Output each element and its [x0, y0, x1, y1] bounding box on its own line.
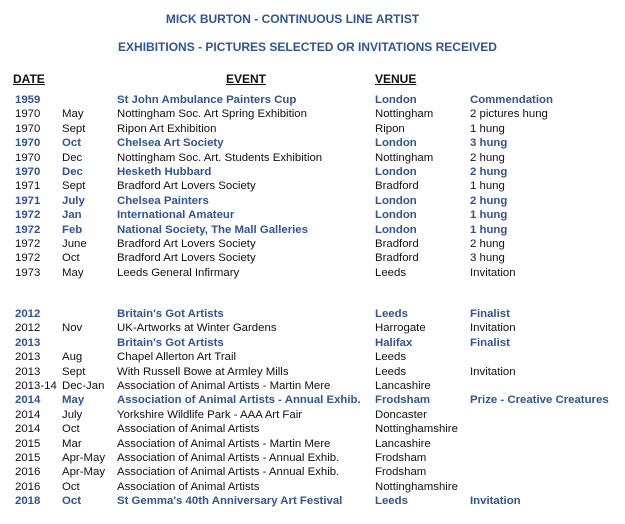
- table-row: [15, 437, 620, 451]
- result-cell: 2 hung: [470, 166, 508, 179]
- month-cell: Oct: [62, 495, 81, 508]
- year-cell: 2018: [15, 495, 41, 508]
- table-row: [15, 422, 620, 436]
- result-cell: Invitation: [470, 495, 521, 508]
- venue-cell: London: [375, 223, 417, 236]
- venue-cell: Doncaster: [375, 408, 427, 421]
- event-cell: Chapel Allerton Art Trail: [117, 351, 237, 364]
- event-cell: Association of Animal Artists - Annual Exhib.: [117, 394, 361, 407]
- event-cell: St John Ambulance Painters Cup: [117, 94, 297, 106]
- month-cell: [62, 336, 117, 350]
- year-cell: 2012: [15, 322, 41, 335]
- result-cell: Invitation: [470, 365, 516, 378]
- event-cell: Association of Animal Artists - Annual Exhib.: [117, 452, 340, 465]
- result-cell: 3 hung: [470, 252, 505, 265]
- month-cell: July: [62, 194, 85, 207]
- event-cell: Britain's Got Artists: [117, 308, 224, 320]
- venue-cell: London: [375, 209, 417, 222]
- venue-cell: Nottinghamshire: [375, 480, 458, 493]
- event-cell: Leeds General Infirmary: [117, 266, 240, 279]
- year-cell: 2013: [15, 336, 41, 349]
- result-cell: 3 hung: [470, 137, 508, 150]
- result-cell: 1 hung: [470, 223, 508, 236]
- column-header-date: DATE: [13, 72, 45, 86]
- table-row: [15, 321, 620, 335]
- event-cell: National Society, The Mall Galleries: [117, 223, 308, 236]
- event-cell: Ripon Art Exhibition: [117, 122, 217, 135]
- month-cell: June: [62, 238, 87, 251]
- year-cell: 1970: [15, 166, 41, 179]
- result-cell: Commendation: [470, 94, 553, 106]
- venue-cell: Nottingham: [375, 151, 434, 164]
- venue-cell: Lancashire: [375, 380, 431, 393]
- month-cell: Oct: [62, 252, 80, 265]
- venue-cell: Bradford: [375, 238, 419, 251]
- result-cell: 2 hung: [470, 151, 505, 164]
- year-cell: 1959: [15, 94, 41, 106]
- month-cell: May: [62, 394, 85, 407]
- event-cell: Association of Animal Artists - Annual Exhib.: [117, 466, 340, 479]
- event-cell: Yorkshire Wildlife Park - AAA Art Fair: [117, 408, 303, 421]
- result-cell: Invitation: [470, 322, 516, 335]
- month-cell: Dec: [62, 166, 83, 179]
- month-cell: Feb: [62, 223, 83, 236]
- event-cell: Association of Animal Artists: [117, 423, 260, 436]
- month-cell: Oct: [62, 423, 80, 436]
- venue-cell: Leeds: [375, 365, 407, 378]
- table-row: [15, 107, 620, 121]
- venue-cell: Frodsham: [375, 452, 427, 465]
- table-row: [15, 408, 620, 422]
- month-cell: Sept: [62, 365, 86, 378]
- event-cell: St Gemma's 40th Anniversary Art Festival: [117, 495, 343, 508]
- result-cell: 1 hung: [470, 209, 508, 222]
- table-row: [15, 494, 620, 508]
- month-cell: Sept: [62, 180, 86, 193]
- result-cell: Prize - Creative Creatures: [470, 394, 609, 407]
- year-cell: 2016: [15, 480, 41, 493]
- event-cell: Chelsea Painters: [117, 194, 209, 207]
- venue-cell: Nottingham: [375, 108, 434, 121]
- month-cell: July: [62, 408, 83, 421]
- venue-cell: Ripon: [375, 122, 405, 135]
- exhibitions-table-early: [15, 93, 620, 280]
- event-cell: Bradford Art Lovers Society: [117, 238, 256, 251]
- month-cell: Dec-Jan: [62, 380, 105, 393]
- venue-cell: Harrogate: [375, 322, 426, 335]
- result-cell: [470, 422, 620, 436]
- month-cell: Dec: [62, 151, 83, 164]
- result-cell: [470, 437, 620, 451]
- venue-cell: Halifax: [375, 336, 413, 349]
- year-cell: 2015: [15, 437, 41, 450]
- result-cell: [470, 451, 620, 465]
- event-cell: Britain's Got Artists: [117, 336, 224, 349]
- year-cell: 2012: [15, 308, 41, 320]
- year-cell: 1972: [15, 209, 41, 222]
- year-cell: 1970: [15, 108, 41, 121]
- year-cell: 1972: [15, 223, 41, 236]
- year-cell: 1970: [15, 122, 41, 135]
- event-cell: UK-Artworks at Winter Gardens: [117, 322, 277, 335]
- venue-cell: Frodsham: [375, 466, 427, 479]
- event-cell: Bradford Art Lovers Society: [117, 180, 256, 193]
- month-cell: Apr-May: [62, 452, 106, 465]
- year-cell: 1970: [15, 151, 41, 164]
- event-cell: Bradford Art Lovers Society: [117, 252, 256, 265]
- year-cell: 1972: [15, 252, 41, 265]
- exhibitions-table-recent: [15, 307, 620, 509]
- table-row: [15, 165, 620, 179]
- month-cell: May: [62, 108, 84, 121]
- venue-cell: Frodsham: [375, 394, 431, 407]
- venue-cell: London: [375, 137, 417, 150]
- table-row: [15, 480, 620, 494]
- result-cell: Finalist: [470, 336, 510, 349]
- result-cell: Invitation: [470, 266, 516, 279]
- month-cell: Sept: [62, 122, 86, 135]
- table-row: [15, 307, 620, 321]
- table-row: [15, 251, 620, 265]
- column-header-venue: VENUE: [375, 72, 417, 86]
- venue-cell: Lancashire: [375, 437, 431, 450]
- event-cell: Association of Animal Artists - Martin Mere: [117, 437, 331, 450]
- event-cell: With Russell Bowe at Armley Mills: [117, 365, 289, 378]
- table-row: [15, 350, 620, 364]
- venue-cell: London: [375, 194, 417, 207]
- result-cell: 1 hung: [470, 122, 505, 135]
- month-cell: Jan: [62, 209, 82, 222]
- event-cell: Association of Animal Artists - Martin Mere: [117, 380, 331, 393]
- month-cell: [62, 307, 117, 321]
- event-cell: International Amateur: [117, 209, 235, 222]
- table-row: [15, 151, 620, 165]
- month-cell: [62, 93, 117, 107]
- year-cell: 2013: [15, 365, 41, 378]
- table-row: [15, 365, 620, 379]
- table-row: [15, 451, 620, 465]
- column-header-event: EVENT: [226, 72, 267, 86]
- result-cell: 2 pictures hung: [470, 108, 548, 121]
- month-cell: Oct: [62, 137, 81, 150]
- year-cell: 1973: [15, 266, 41, 279]
- event-cell: Chelsea Art Society: [117, 137, 224, 150]
- table-row: [15, 237, 620, 251]
- table-row: [15, 136, 620, 150]
- venue-cell: Leeds: [375, 308, 408, 320]
- table-row: [15, 223, 620, 237]
- year-cell: 1971: [15, 180, 41, 193]
- table-row: [15, 266, 620, 280]
- event-cell: Nottingham Soc. Art Spring Exhibition: [117, 108, 307, 121]
- year-cell: 1971: [15, 194, 41, 207]
- page-title: MICK BURTON - CONTINUOUS LINE ARTIST: [165, 12, 420, 26]
- month-cell: Nov: [62, 322, 83, 335]
- year-cell: 1970: [15, 137, 41, 150]
- event-cell: Hesketh Hubbard: [117, 166, 212, 179]
- year-cell: 2013: [15, 351, 41, 364]
- venue-cell: Leeds: [375, 351, 407, 364]
- year-cell: 1972: [15, 238, 41, 251]
- table-row: [15, 179, 620, 193]
- venue-cell: Bradford: [375, 252, 419, 265]
- result-cell: 2 hung: [470, 238, 505, 251]
- event-cell: Association of Animal Artists: [117, 480, 260, 493]
- result-cell: [470, 465, 620, 479]
- venue-cell: Bradford: [375, 180, 419, 193]
- result-cell: 2 hung: [470, 194, 508, 207]
- table-row: [15, 208, 620, 222]
- year-cell: 2016: [15, 466, 41, 479]
- month-cell: Apr-May: [62, 466, 106, 479]
- table-row: [15, 122, 620, 136]
- result-cell: Finalist: [470, 308, 510, 320]
- result-cell: [470, 480, 620, 494]
- result-cell: 1 hung: [470, 180, 505, 193]
- venue-cell: Leeds: [375, 495, 408, 508]
- year-cell: 2014: [15, 423, 41, 436]
- table-row: [15, 336, 620, 350]
- month-cell: May: [62, 266, 84, 279]
- result-cell: [470, 379, 620, 393]
- event-cell: Nottingham Soc. Art. Students Exhibition: [117, 151, 323, 164]
- year-cell: 2014: [15, 408, 41, 421]
- year-cell: 2013-14: [15, 380, 57, 393]
- table-row: [15, 393, 620, 407]
- result-cell: [470, 408, 620, 422]
- month-cell: Oct: [62, 480, 80, 493]
- result-cell: [470, 350, 620, 364]
- venue-cell: London: [375, 94, 417, 106]
- year-cell: 2015: [15, 452, 41, 465]
- table-row: [15, 379, 620, 393]
- table-row: [15, 465, 620, 479]
- page-subtitle: EXHIBITIONS - PICTURES SELECTED OR INVITATIONS RECEIVED: [118, 40, 497, 54]
- year-cell: 2014: [15, 394, 41, 407]
- month-cell: Aug: [62, 351, 83, 364]
- venue-cell: Leeds: [375, 266, 407, 279]
- table-row: [15, 93, 620, 107]
- table-row: [15, 194, 620, 208]
- venue-cell: London: [375, 166, 417, 179]
- month-cell: Mar: [62, 437, 82, 450]
- venue-cell: Nottinghamshire: [375, 423, 458, 436]
